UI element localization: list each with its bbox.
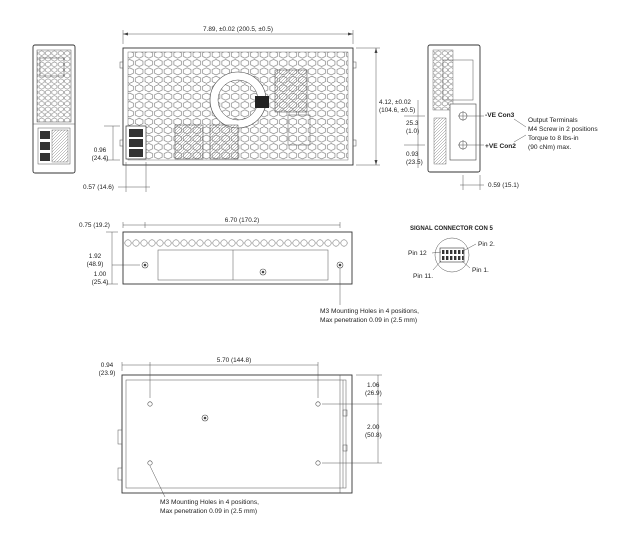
front-view: [123, 232, 352, 284]
bottom-hole-span-1: 2.00: [367, 424, 380, 431]
bottom-note-2: Max penetration 0.09 in (2.5 mm): [160, 508, 258, 515]
front-span-dim: 6.70 (170.2): [224, 217, 260, 224]
terminal-note-1: Output Terminals: [528, 117, 578, 124]
front-note-1: M3 Mounting Holes in 4 positions,: [320, 308, 419, 315]
top-height-dim-1: 4.12, ±0.02: [379, 99, 411, 106]
pin11-label: Pin 11.: [413, 273, 434, 280]
top-view: [120, 48, 356, 165]
pin12-label: Pin 12: [408, 250, 427, 257]
bottom-view-dimensions: [99, 357, 382, 515]
front-height-dim-2: (48.9): [86, 261, 104, 268]
side-dim-b-2: (23.5): [406, 159, 423, 166]
signal-connector: [408, 226, 495, 280]
pin1-label: Pin 1.: [472, 267, 489, 274]
front-height-dim-1: 1.92: [88, 253, 102, 260]
bottom-left-offset-2: (23.9): [98, 370, 116, 377]
pos-terminal-label: +VE Con2: [485, 143, 516, 150]
terminal-note-4: (90 cNm) max.: [528, 144, 572, 151]
front-vent-row: [125, 240, 347, 246]
neg-terminal-label: -VE Con3: [485, 112, 515, 119]
pin2-label: Pin 2.: [478, 241, 495, 248]
side-dim-b-1: 0.93: [406, 151, 419, 158]
terminal-note-2: M4 Screw in 2 positions: [528, 126, 598, 133]
side-dim-a-2: (1.0): [406, 128, 420, 135]
bottom-span-dim: 5.70 (144.8): [216, 357, 252, 364]
bottom-top-offset-2: (26.9): [365, 390, 382, 397]
side-view-dimensions: [404, 100, 598, 190]
bottom-top-offset-1: 1.06: [367, 382, 380, 389]
bottom-hole-span-2: (50.8): [365, 432, 382, 439]
terminal-note-3: Torque to 8 lbs-in: [528, 135, 579, 142]
terminal-offset-dim: 0.57 (14.6): [83, 184, 114, 191]
bottom-note-1: M3 Mounting Holes in 4 positions,: [160, 499, 259, 506]
left-end-view: [33, 45, 75, 173]
front-view-dimensions: [79, 217, 419, 324]
signal-connector-title: SIGNAL CONNECTOR CON 5: [410, 226, 493, 232]
front-note-2: Max penetration 0.09 in (2.5 mm): [320, 317, 418, 324]
bottom-view: [118, 375, 352, 493]
side-dim-a-1: 25.3: [406, 120, 419, 127]
terminal-dim-2: (24.4): [91, 155, 109, 162]
side-dim-c: 0.59 (15.1): [488, 182, 519, 189]
front-hole-height-1: 1.00: [93, 271, 107, 278]
side-view: [428, 45, 480, 172]
front-left-offset-dim: 0.75 (19.2): [79, 222, 110, 229]
top-width-dim: 7.89, ±0.02 (200.5, ±0.5): [203, 26, 273, 33]
bottom-left-offset-1: 0.94: [100, 362, 114, 369]
terminal-dim-1: 0.96: [93, 147, 107, 154]
top-height-dim-2: (104.6, ±0.5): [379, 107, 416, 114]
front-hole-height-2: (25.4): [91, 279, 109, 286]
